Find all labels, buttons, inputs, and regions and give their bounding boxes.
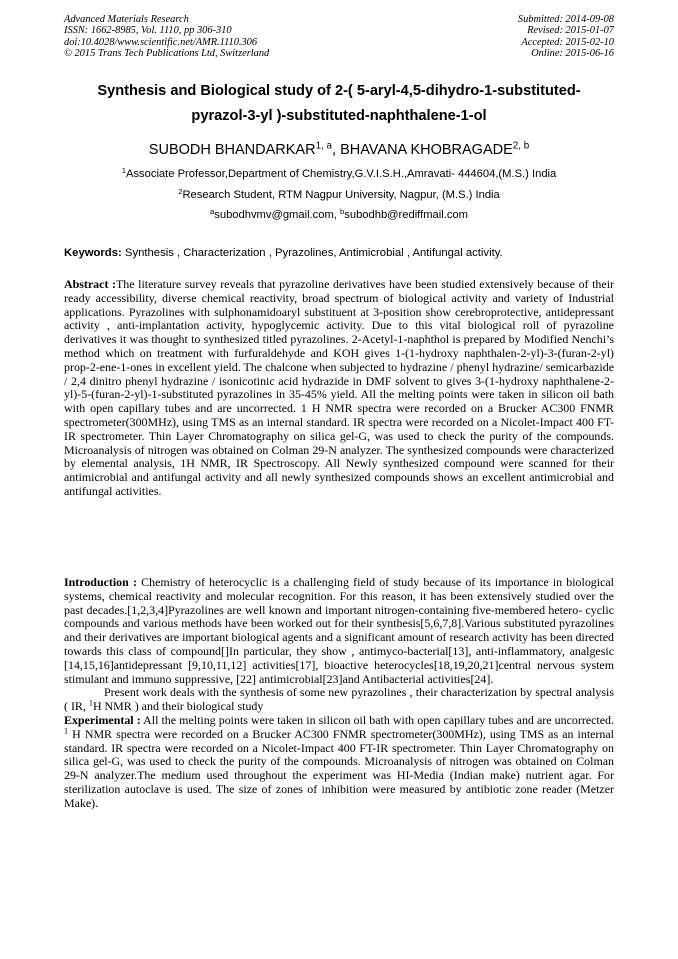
title-line-1: Synthesis and Biological study of 2-( 5-aryl-4,5-dihydro-1-substituted-: [97, 83, 581, 99]
introduction-paragraph: [64, 576, 614, 686]
keywords-label: Keywords:: [64, 247, 122, 259]
abstract-paragraph: [64, 278, 614, 499]
affiliation-1-text: Associate Professor,Department of Chemistry,G.V.I.S.H.,Amravati- 444604,(M.S.) India: [125, 168, 557, 180]
keywords-line: [64, 247, 624, 260]
author-separator: ,: [332, 142, 341, 158]
journal-name: Advanced Materials Research: [64, 14, 189, 25]
affiliation-2-text: Research Student, RTM Nagpur University, Nagpur, (M.S.) India: [182, 189, 500, 201]
affiliation-2-marker: 2: [178, 186, 183, 196]
title-line-2: pyrazol-3-yl )-substituted-naphthalene-1-ol: [191, 108, 487, 124]
journal-info: [64, 14, 269, 60]
present-work-text-a: Present work deals with the synthesis of some new pyrazolines , their characterization by spectral analysis ( IR,: [64, 685, 614, 714]
accepted-date: Accepted: 2015-02-10: [521, 36, 614, 48]
doi-line: doi:10.4028/www.scientific.net/AMR.1110.306: [64, 36, 258, 48]
affiliation-2: [0, 186, 678, 202]
experimental-text-b: H NMR spectra were recorded on a Brucker AC300 FNMR spectrometer(300MHz), using TMS as an internal standard. IR spectra were recorded on a Nicolet-Impact 400 FT-IR spectrometer. Thin Layer Chromatography on silica gel-G, was used to check the purity of the compounds. Microanalysis of nitrogen was obtained on Colman 29-N analyzer.The medium used throughout the experiment was HI-Media (Indian make) nutrient agar. For sterilization autoclave is used. The size of zones of inhibition were measured by antibiotic zone reader (Metzer Make).: [64, 726, 614, 810]
keywords-text: Synthesis , Characterization , Pyrazolines, Antimicrobial , Antifungal activity.: [121, 247, 503, 259]
email-a: subodhvmv@gmail.com,: [214, 209, 341, 221]
experimental-sup: 1: [64, 726, 69, 736]
abstract-text: The literature survey reveals that pyrazoline derivatives have been studied extensively because of their ready accessibility, diverse chemical reactivity, broad spectrum of biological activity and variety of Industrial applications. Pyrazolines with sulphonamidoaryl substituent at 3-position show cerebroprotective, antidepressant activity , anti-implantation activity, hypoglycemic activity. Due to this vital biological roll of pyrazoline derivatives it was thought to synthesized titled pyrazolines. 2-Acetyl-1-naphthol is prepared by Modified Nenchi’s method which on treatment with furfuraldehyde and KOH gives 1-(1-hydroxy naphthalen-2-yl)-3-(furan-2-yl) prop-2-ene-1-ones in excellent yield. The chalcone when subjected to hydrazine / phenyl hydrazine/ semicarbazide / 2,4 dinitro phenyl hydrazine / isonicotinic acid hydrazide in DMF solvent to gives 3-(1-hydroxy naphthalene-2-yl)-5-(furan-2-yl)-1-substituted pyrazolines in 35-45% yield. All the melting points were taken in silicon oil bath with open capillary tubes and are uncorrected. 1 H NMR spectra were recorded on a Brucker AC300 FNMR spectrometer(300MHz), using TMS as an internal standard. IR spectra were recorded on a Nicolet-Impact 400 FT-IR spectrometer. Thin Layer Chromatography on silica gel-G, was used to check the purity of the compounds. Microanalysis of nitrogen was obtained on Colman 29-N analyzer. The synthesized compounds were characterized by elemental analysis, 1H NMR, IR Spectroscopy. All Newly synthesized compound were scanned for their antimicrobial and antifungal activity and all newly synthesized compounds shows an excellent antimicrobial and antifungal activities.: [64, 277, 614, 498]
author-2-marker: 2, b: [512, 140, 530, 152]
experimental-paragraph: [64, 714, 614, 811]
abstract-label: Abstract :: [64, 277, 116, 291]
affiliation-1: [0, 165, 678, 181]
author-emails: [0, 206, 678, 222]
copyright-line: © 2015 Trans Tech Publications Ltd, Switzerland: [64, 48, 270, 60]
experimental-label: Experimental :: [64, 712, 141, 727]
introduction-section: [64, 576, 614, 811]
affiliation-1-marker: 1: [121, 165, 126, 175]
abstract-section: [64, 278, 614, 499]
paper-title: [50, 79, 628, 129]
revised-date: Revised: 2015-01-07: [527, 25, 614, 37]
experimental-text-a: All the melting points were taken in silicon oil bath with open capillary tubes and are uncorrected.: [140, 712, 614, 727]
author-1-marker: 1, a: [315, 140, 332, 152]
submitted-date: Submitted: 2014-09-08: [517, 14, 614, 25]
author-1: SUBODH BHANDARKAR: [148, 142, 316, 158]
email-b-marker: b: [340, 206, 345, 216]
present-work-paragraph: [64, 686, 614, 714]
issn-line: ISSN: 1662-8985, Vol. 1110, pp 306-310: [64, 25, 232, 37]
introduction-label: Introduction :: [64, 575, 137, 589]
present-work-text-b: H NMR ) and their biological study: [92, 699, 264, 714]
submission-dates: [518, 14, 614, 60]
author-2: BHAVANA KHOBRAGADE: [340, 142, 513, 158]
email-a-marker: a: [210, 206, 215, 216]
introduction-text: Chemistry of heterocyclic is a challenging field of study because of its importance in biological systems, chemical reactivity and molecular recognition. For this reason, it has been extensively studied over the past decades.[1,2,3,4]Pyrazolines are well known and important nitrogen-containing five-membered hetero- cyclic compounds and various methods have been worked out for their synthesis[5,6,7,8].Various substituted pyrazolines and their derivatives are important biological agents and a significant amount of research activity has been directed towards this class of compound[]In particular, they show , antimyco-bacterial[13], anti-inflammatory, analgesic [14,15,16]antidepressant [9,10,11,12] activities[17], bioactive heterocycles[18,19,20,21]central nervous system stimulant and immuno suppressive, [22] antimicrobial[23]and Antibacterial activities[24].: [64, 575, 614, 686]
author-list: [0, 141, 678, 159]
present-work-sup: 1: [88, 698, 93, 708]
online-date: Online: 2015-06-16: [531, 48, 614, 60]
email-b: subodhb@rediffmail.com: [344, 209, 468, 221]
